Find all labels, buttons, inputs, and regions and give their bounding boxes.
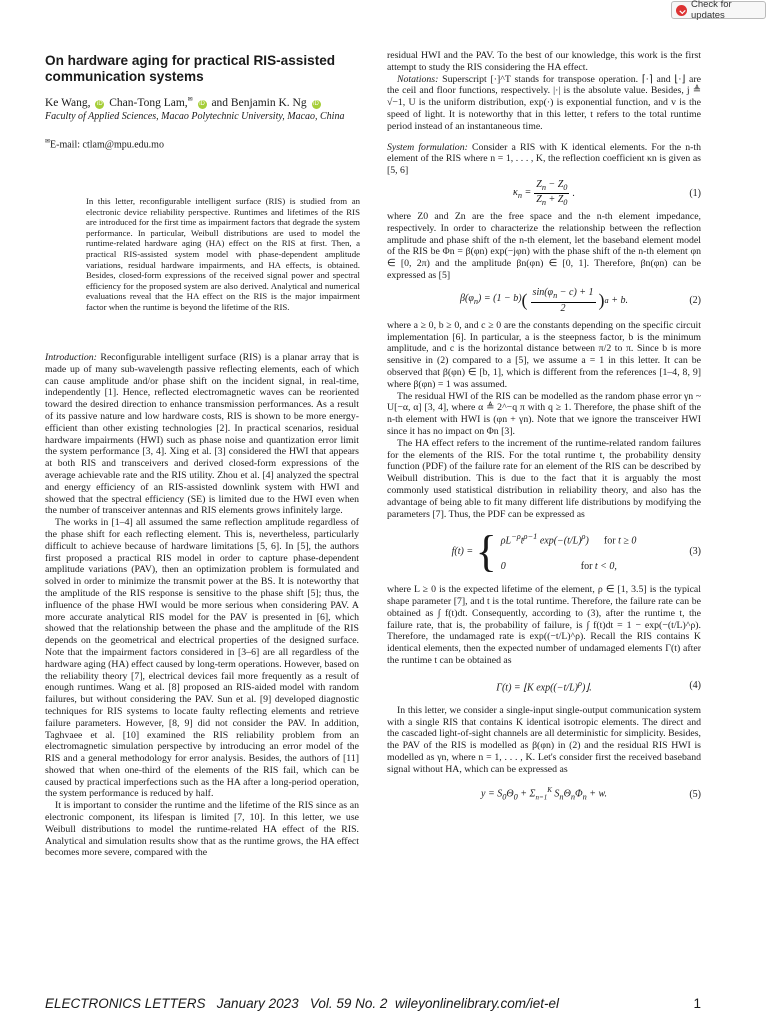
equation-4: Γ(t) = ⌊K $\exp((-t/L)^\rho)⌋$. (4) <box>496 678 701 694</box>
check-for-updates-icon <box>676 5 687 16</box>
sysform-paragraph: System formulation: Consider a RIS with K identical elements. For the n-th element of the RIS where n = 1, . . . , K, the reflection coefficient κn is given as [5, 6] <box>387 141 702 177</box>
author-name: Ke Wang, <box>45 96 91 109</box>
paragraph: In this letter, we consider a single-input single-output communication system with a single RIS that contains K identical isotropic elements. The direct and the cascaded light-of-sight channels are all deterministic for simplicity. Besides, the PAV of the RIS is modelled as β(φn) in (2) and the residual RIS HWI is modelled as γn, where n = 1, . . . , K. Let's consider first the received baseband signal without HA, which can be expressed as <box>387 704 701 775</box>
paragraph: where a ≥ 0, b ≥ 0, and c ≥ 0 are the constants depending on the specific circuit implementation [6]. In particular, a is the steepness factor, b is the minimum amplitude, and c is the horizontal distance between π/2 to π. Since b is more sensitive in (2) compared to a [5], we assume a = 1 in this letter. It can be observed that β(φn) ∈ [b, 1], which is different from the references [1–4, 8, 9] where β(φn) = 1 was assumed. <box>387 319 701 390</box>
equation-3: f(t) = { $\rho L^{-\rho}t^{\rho-1}$ $\exp(-(t/L)^\rho)$ for t ≥ 0 0 for t < 0, (3) <box>451 527 701 577</box>
notations-paragraph: Notations: Superscript [·]^T stands for transpose operation. ⌈·⌉ and ⌊·⌋ are the ceil and floor functions, respectively. |·| is the absolute value. Besides, j ≜ √−1, U is the uniform distribution, exp(·) is exponential function, and v is the speed of light. It is noteworthy that in this letter, t refers to the total runtime period instead of an instantaneous time. <box>387 73 702 132</box>
check-for-updates-button[interactable] <box>671 1 766 19</box>
left-column <box>45 352 359 859</box>
equation-5: $y = S_0\Theta_0 + \Sigma_{n=1}^K$ $S_n\Theta_n\Phi_n + w$. (5) <box>481 786 701 802</box>
right-column <box>387 50 701 814</box>
author-name: Chan-Tong Lam, <box>109 96 188 109</box>
paragraph: The HA effect refers to the increment of the runtime-related random failures for the elements of the RIS. For the total runtime t, the probability density function (PDF) of the failure rate for an element of the RIS can be described by Weibull distribution. This is due to the fact that it is arguably the most commonly used statistical distribution in reliability theory, and also has the advantage of being able to fit many different life distributions by modifying the parameters [7]. Thus, the PDF can be expressed as <box>387 437 701 520</box>
paragraph: residual HWI and the PAV. To the best of our knowledge, this work is the first attempt to study the RIS considering the HA effect. <box>387 50 701 73</box>
paragraph: The residual HWI of the RIS can be modelled as the random phase error γn ~ U[−α, α] [3, 4], where α ≜ 2^−q π with q ≥ 1. Therefore, the phase shift of the n-th element with HWI is (φn + γn). Note that we ignore the transceiver HWI since it has no impact on Φn [3]. <box>387 390 701 437</box>
paragraph: where L ≥ 0 is the expected lifetime of the element, ρ ∈ [1, 3.5] is the typical shape parameter [7], and t is the total runtime. Therefore, the failure rate can be obtained as ∫ f(t)dt. Consequently, according to (3), after the runtime t, the failure rate, that is, the probability of failure, is ∫ f(t)dt = 1 − exp(−(t/L)^ρ). Therefore, the undamaged rate is exp((−t/L)^ρ). Recall the RIS contains K identical elements, then the expected number of undamaged elements Γ(t) after the runtime t can be obtained as <box>387 584 701 667</box>
equation-1: $\kappa_n$ = $\frac{Z_n - Z_0}{Z_n + Z_0}$ . (1) <box>513 178 701 208</box>
intro-paragraph: Introduction: Reconfigurable intelligent surface (RIS) is a planar array that is made up of many sub-wavelength passive reflecting elements, each of which can cause amplitude and/or phase shift on the incident signal, in real-time, independently [1]. Hence, reflected electromagnetic waves can be reoriented toward the desired direction to enhance transmission performances. As a result of its passive nature and low hardware costs, RIS is shown to be more energy-efficient than other existing technologies [2]. In practical scenarios, residual hardware impairments (HWI) such as phase noise and quantization error limit the system performance [3, 4]. Xing et al. [3] considered the HWI that appears at both RIS and transceivers and derived closed-form expressions of the average achievable rate and the RIS utility. Zhou et al. [4] analyzed the spectral and energy efficiency of an RIS-assisted downlink system with HWI and showed that the spectral efficiency (SE) is limited due to the HWI even when the number of transceiver antennas and RIS elements grows infinitely large. <box>45 352 359 517</box>
paragraph: where Z0 and Zn are the free space and the n-th element impedance, respectively. In order to characterize the relationship between the reflection amplitude and phase shift of the n-th element, let the baseband element model of the RIS be Φn = β(φn) exp(−jφn) with the phase shift of the n-th element φn ∈ [0, 2π) and the amplitude βn(φn) ∈ [0, 1]. Therefore, βn(φn) can be expressed as [5] <box>387 210 701 281</box>
corresponding-email: ✉E-mail: ctlam@mpu.edu.mo <box>45 139 164 151</box>
check-for-updates-label: Check for updates <box>691 0 732 21</box>
email-icon: ✉ <box>187 97 193 103</box>
orcid-icon[interactable]: iD <box>313 100 319 107</box>
intro-paragraph: The works in [1–4] all assumed the same reflection amplitude regardless of the phase shift for each reflecting element. This is, nevertheless, particularly difficult to achieve because of hardware limitations [5, 6]. In [5], the authors first proposed a practical RIS model in order to capture phase-dependent amplitude variations (PAV), then an optimization problem is formulated and solved in order to minimize the transmit power at the BS. It is noteworthy that the amplitude of the RIS response is sensitive to the phase shift [5]; thus, the influence of the phase HWI would be more serious when considering PAV. A more accurate analytical RIS model for the PAV is presented in [6], which showed that the relationship between the phase and the amplitude of the RIS depends on the geometrical and electrical properties of the designed surface. Note that the impairment factors considered in [3–6] are all regardless of the hardware aging (HA) effect caused by long-term operations. However, based on the reliability theory [7], electrical devices fail more frequently as a result of enough runtimes. Wang et al. [8] proposed an RIS-aided model with random failures, but without considering the PAV. Sun et al. [9] developed diagnostic techniques for RIS systems to locate faulty reflecting elements and retrieve failure parameters. However, [8, 9] did not consider the PAV. In addition, Taghvaee et al. [10] examined the RIS reliability problem from an electromagnetic simulation perspective by introducing an error model of the RIS and a general methodology for error analysis. Besides, the authors of [11] showed that when one-third of the elements of the RIS fail, which can be caused by practical imperfections such as the HA after a long-period operation, the system performance is reduced by half. <box>45 517 359 800</box>
page-footer <box>45 996 701 1011</box>
email-icon: ✉ <box>45 139 51 145</box>
equation-2: $\beta(\varphi_n) = (1 - b)$ ( $\frac{\sin(\varphi_n - c) + 1}{2}$ ) a + b. (2) <box>460 286 701 314</box>
intro-paragraph: It is important to consider the runtime and the lifetime of the RIS since as an electronic component, its lifespan is limited [7, 10]. In this letter, we use Weibull distributions to model the runtime-related HA effect of the RIS. Analytical and simulation results show that as the runtime grows, the HA effect becomes more severe, compared with the <box>45 800 359 859</box>
abstract: In this letter, reconfigurable intelligent surface (RIS) is studied from an electronic device reliability perspective. Runtimes and lifetimes of the RIS are introduced for the first time as impairment factors that degrade the system performance. In particular, Weibull distributions are used to model the runtime-related hardware aging (HA) effect on the RIS at first. Then, a practical RIS-assisted system model with phase-dependent amplitude variations, residual hardware impairments, and HA effects, is obtained. Besides, closed-form expressions of the received signal power and spectral efficiency for the proposed system are also derived. Analytical and numerical evaluations reveal that the HA effect on the RIS is the major impairment factor when the runtime is beyond the lifetime of the RIS. <box>86 196 360 312</box>
orcid-icon[interactable]: iD <box>199 100 205 107</box>
page-number: 1 <box>693 996 701 1011</box>
footer-journal-info: ELECTRONICS LETTERS January 2023 Vol. 59 No. 2 wileyonlinelibrary.com/iet-el <box>45 996 559 1011</box>
author-name: and Benjamin K. Ng <box>211 96 307 109</box>
journal-url-link[interactable]: wileyonlinelibrary.com/iet-el <box>394 996 559 1011</box>
orcid-icon[interactable]: iD <box>97 100 103 107</box>
author-list <box>45 96 375 109</box>
paper-title: On hardware aging for practical RIS-assisted communication systems <box>45 53 336 84</box>
affiliation: Faculty of Applied Sciences, Macao Polytechnic University, Macao, China <box>45 111 345 122</box>
